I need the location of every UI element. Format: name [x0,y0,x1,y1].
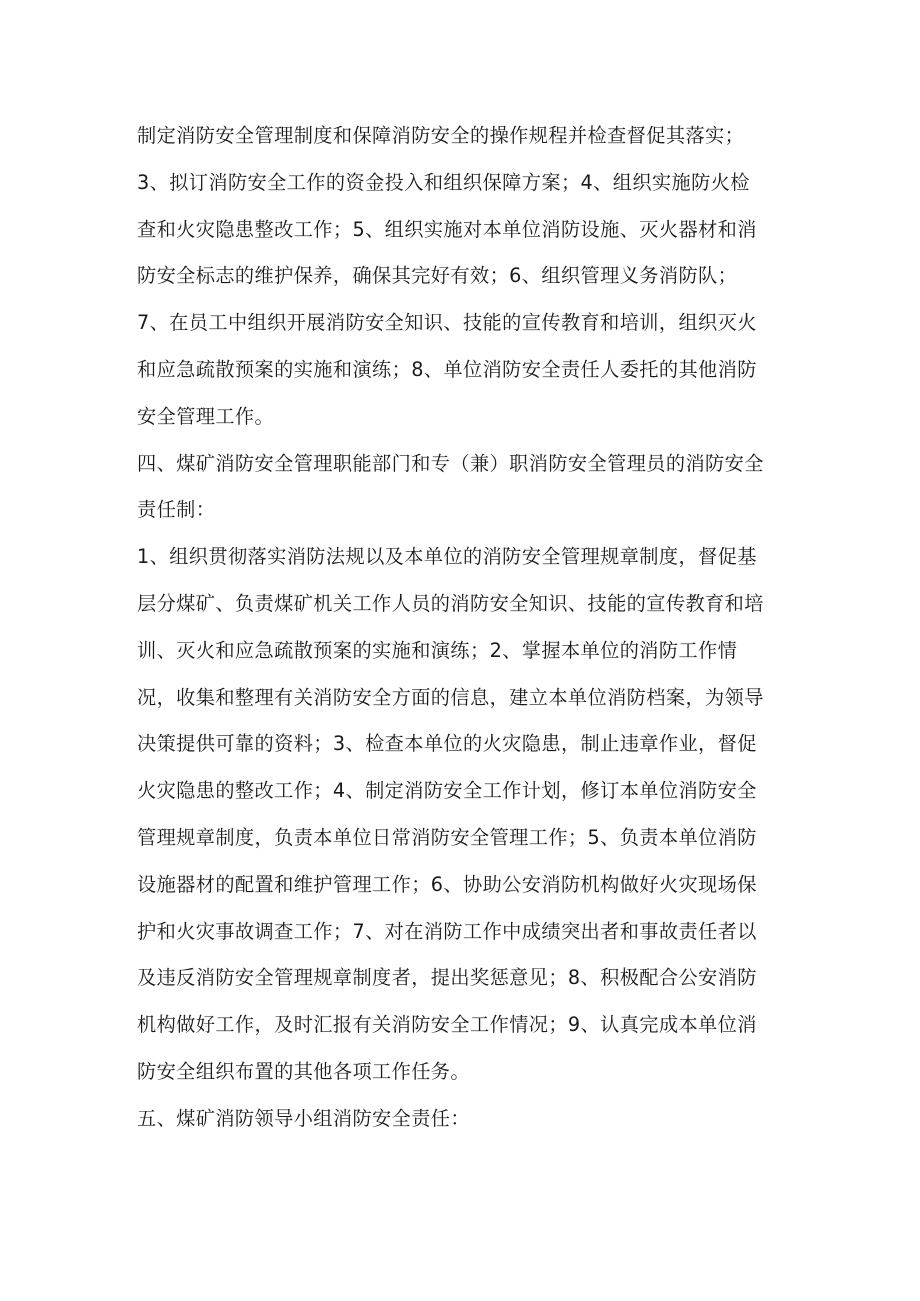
text-line: 防安全标志的维护保养，确保其完好有效；6、组织管理义务消防队； [137,264,738,288]
text-line: 机构做好工作，及时汇报有关消防安全工作情况；9、认真完成本单位消 [137,1013,757,1037]
text-line: 训、灭火和应急疏散预案的实施和演练；2、掌握本单位的消防工作情 [137,638,738,662]
text-line: 安全管理工作。 [137,404,275,428]
text-line: 7、在员工中组织开展消防安全知识、技能的宣传教育和培训，组织灭火 [137,311,757,335]
text-line: 管理规章制度，负责本单位日常消防安全管理工作；5、负责本单位消防 [137,825,757,849]
text-line: 火灾隐患的整改工作；4、制定消防安全工作计划，修订本单位消防安全 [137,779,757,803]
section-heading-5: 五、煤矿消防领导小组消防安全责任： [137,1106,470,1130]
text-line: 及违反消防安全管理规章制度者，提出奖惩意见；8、积极配合公安消防 [137,966,757,990]
text-line: 护和火灾事故调查工作；7、对在消防工作中成绩突出者和事故责任者以 [137,919,757,943]
text-line: 制定消防安全管理制度和保障消防安全的操作规程并检查督促其落实； [137,124,745,147]
text-line: 层分煤矿、负责煤矿机关工作人员的消防安全知识、技能的宣传教育和培 [137,591,764,615]
document-body [137,113,787,1143]
text-line: 3、拟订消防安全工作的资金投入和组织保障方案；4、组织实施防火检 [137,170,750,194]
text-line: 防安全组织布置的其他各项工作任务。 [137,1059,470,1083]
section-heading-4: 四、煤矿消防安全管理职能部门和专（兼）职消防安全管理员的消防安全 [137,451,764,475]
text-line: 和应急疏散预案的实施和演练；8、单位消防安全责任人委托的其他消防 [137,357,757,381]
text-line: 设施器材的配置和维护管理工作；6、协助公安消防机构做好火灾现场保 [137,872,757,896]
text-line: 1、组织贯彻落实消防法规以及本单位的消防安全管理规章制度，督促基 [137,545,757,569]
text-line: 决策提供可靠的资料；3、检查本单位的火灾隐患，制止违章作业，督促 [137,732,757,756]
text-line: 责任制： [137,498,216,522]
text-line: 况，收集和整理有关消防安全方面的信息，建立本单位消防档案，为领导 [137,685,764,709]
text-line: 查和火灾隐患整改工作；5、组织实施对本单位消防设施、灭火器材和消 [137,217,757,241]
